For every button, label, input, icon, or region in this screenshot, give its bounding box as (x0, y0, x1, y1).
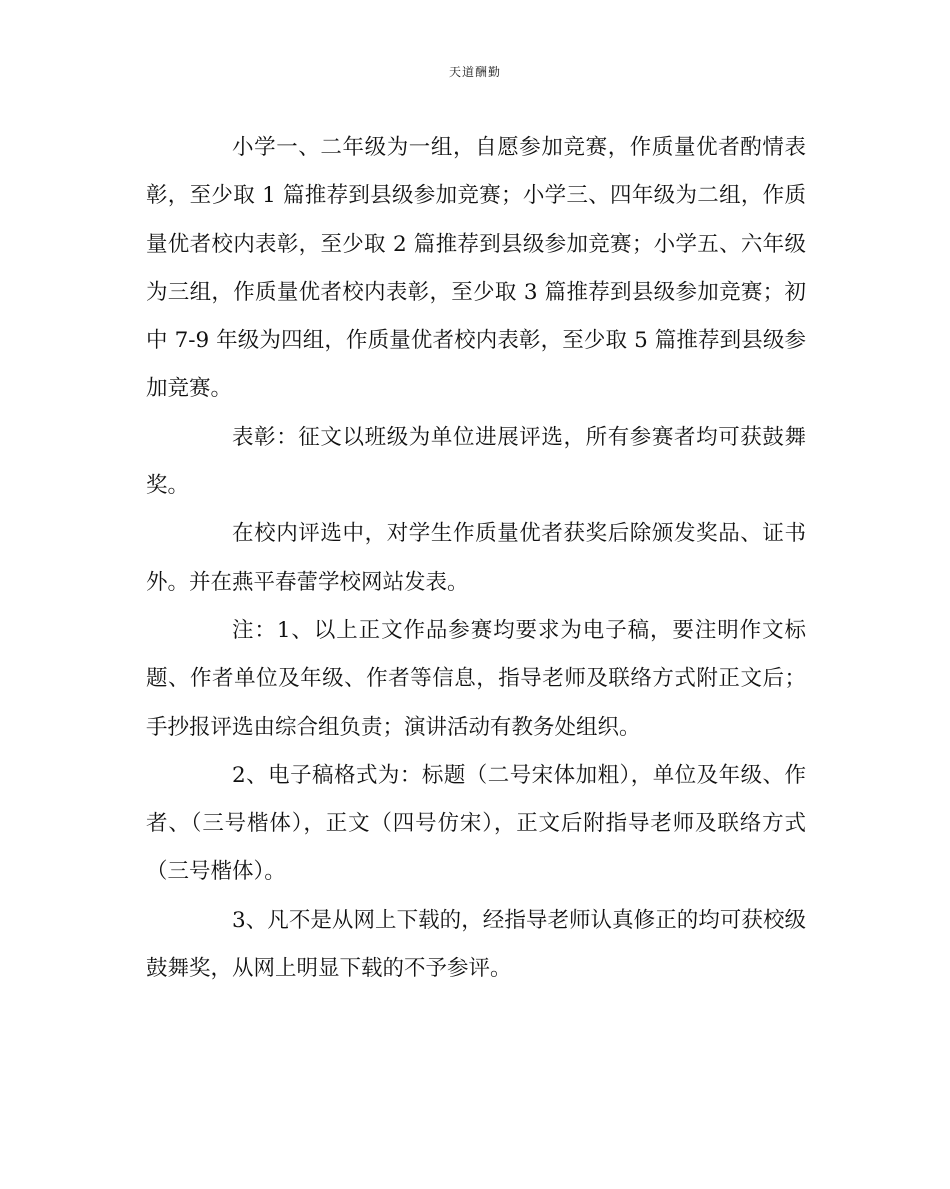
paragraph-commendation: 表彰：征文以班级为单位进展评选，所有参赛者均可获鼓舞奖。 (146, 424, 806, 499)
paragraph-competition-groups: 小学一、二年级为一组，自愿参加竞赛，作质量优者酌情表彰，至少取 1 篇推荐到县级参加竞赛；小学三、四年级为二组，作质量优者校内表彰，至少取 2 篇推荐到县级参加竞赛；小学五、六年级为三组，作质量优者校内表彰，至少取 3 篇推荐到县级参加竞赛；初中 7-9 年级为四组，作质量优者校内表彰，至少取 5 篇推荐到县级参加竞赛。 (146, 135, 806, 402)
page-header: 天道酬勤 (448, 65, 501, 79)
paragraph-note-1: 注：1、以上正文作品参赛均要求为电子稿，要注明作文标题、作者单位及年级、作者等信息，指导老师及联络方式附正文后；手抄报评选由综合组负责；演讲活动有教务处组织。 (146, 617, 806, 740)
paragraph-school-selection: 在校内评选中，对学生作质量优者获奖后除颁发奖品、证书外。并在燕平春蕾学校网站发表。 (146, 521, 806, 595)
paragraph-note-2: 2、电子稿格式为：标题（二号宋体加粗），单位及年级、作者、（三号楷体），正文（四号仿宋），正文后附指导老师及联络方式（三号楷体）。 (146, 762, 806, 885)
document-body (146, 124, 806, 993)
paragraph-note-3: 3、凡不是从网上下载的，经指导老师认真修正的均可获校级鼓舞奖，从网上明显下载的不予参评。 (146, 907, 806, 982)
